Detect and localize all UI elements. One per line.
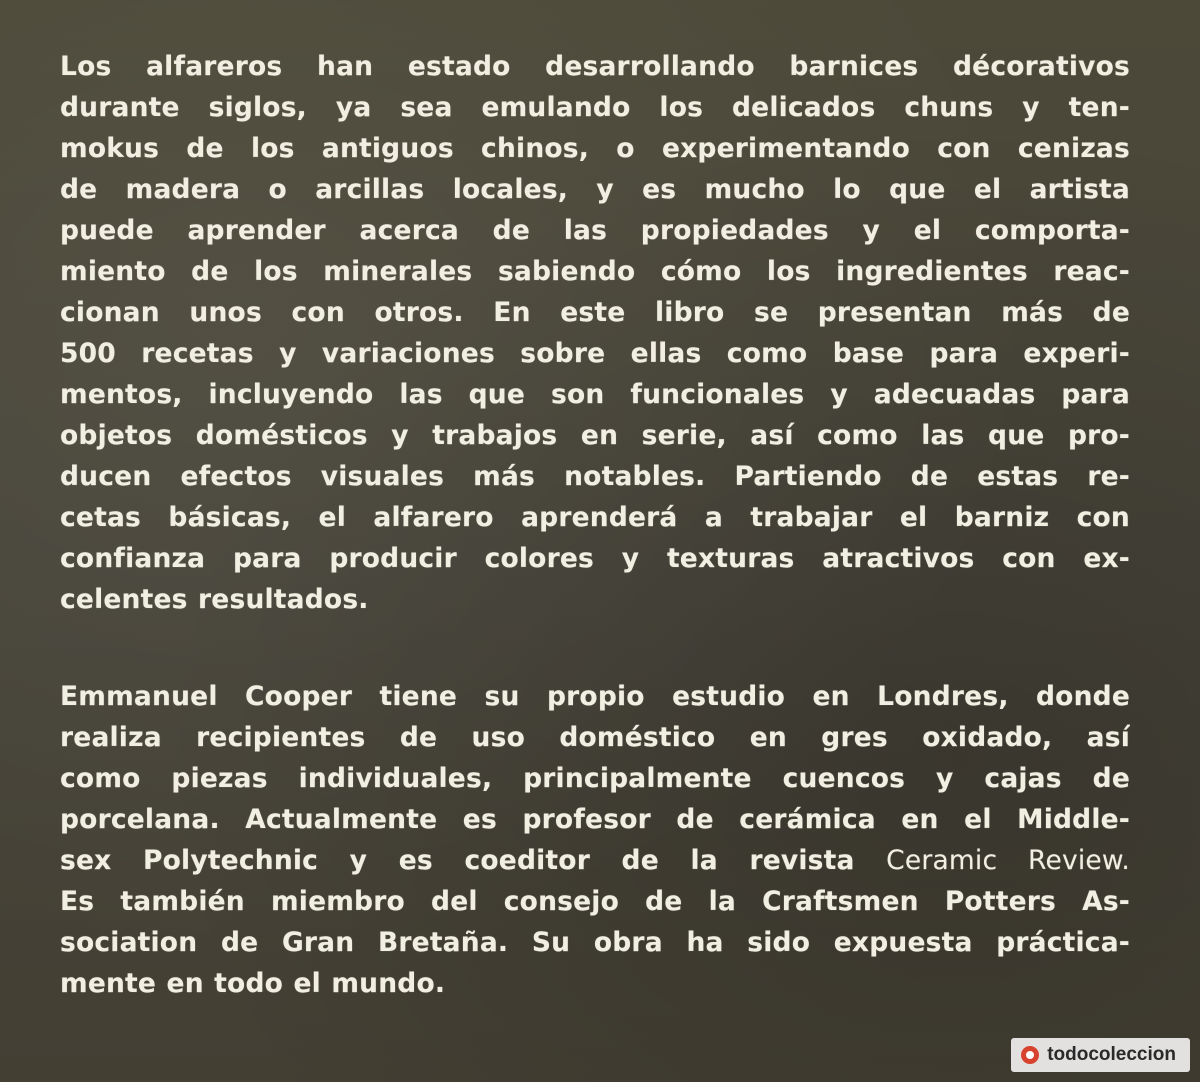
text-line: 500 recetas y variaciones sobre ellas como base para experi- [60, 338, 1130, 369]
text-line: mente en todo el mundo. [60, 968, 446, 999]
description-paragraph [60, 46, 1130, 620]
todocoleccion-logo-icon [1021, 1046, 1039, 1064]
text-line: ducen efectos visuales más notables. Partiendo de estas re- [60, 461, 1130, 492]
text-line: Los alfareros han estado desarrollando barnices décorativos [60, 51, 1130, 82]
text-line: realiza recipientes de uso doméstico en gres oxidado, así [60, 722, 1130, 753]
text-line: cionan unos con otros. En este libro se presentan más de [60, 297, 1130, 328]
text-line: durante siglos, ya sea emulando los delicados chuns y ten- [60, 92, 1130, 123]
author-bio-paragraph [60, 676, 1130, 1004]
text-line: Emmanuel Cooper tiene su propio estudio en Londres, donde [60, 681, 1130, 712]
text-line [60, 840, 1130, 881]
text-line: puede aprender acerca de las propiedades y el comporta- [60, 215, 1130, 246]
text-line: Es también miembro del consejo de la Craftsmen Potters As- [60, 886, 1130, 917]
text-line: cetas básicas, el alfarero aprenderá a trabajar el barniz con [60, 502, 1130, 533]
text-segment: sex Polytechnic y es coeditor de la revista [60, 845, 855, 876]
text-line: mentos, incluyendo las que son funcionales y adecuadas para [60, 379, 1130, 410]
text-line: como piezas individuales, principalmente cuencos y cajas de [60, 763, 1130, 794]
magazine-title: Ceramic Review. [886, 845, 1130, 876]
text-line: objetos domésticos y trabajos en serie, así como las que pro- [60, 420, 1130, 451]
text-line: de madera o arcillas locales, y es mucho lo que el artista [60, 174, 1130, 205]
text-line: porcelana. Actualmente es profesor de cerámica en el Middle- [60, 804, 1130, 835]
text-line: sociation de Gran Bretaña. Su obra ha sido expuesta práctica- [60, 927, 1130, 958]
text-line: mokus de los antiguos chinos, o experimentando con cenizas [60, 133, 1130, 164]
text-line: celentes resultados. [60, 584, 369, 615]
watermark [1011, 1038, 1190, 1072]
watermark-text: todocoleccion [1047, 1044, 1176, 1065]
text-line: confianza para producir colores y texturas atractivos con ex- [60, 543, 1130, 574]
text-line: miento de los minerales sabiendo cómo los ingredientes reac- [60, 256, 1130, 287]
